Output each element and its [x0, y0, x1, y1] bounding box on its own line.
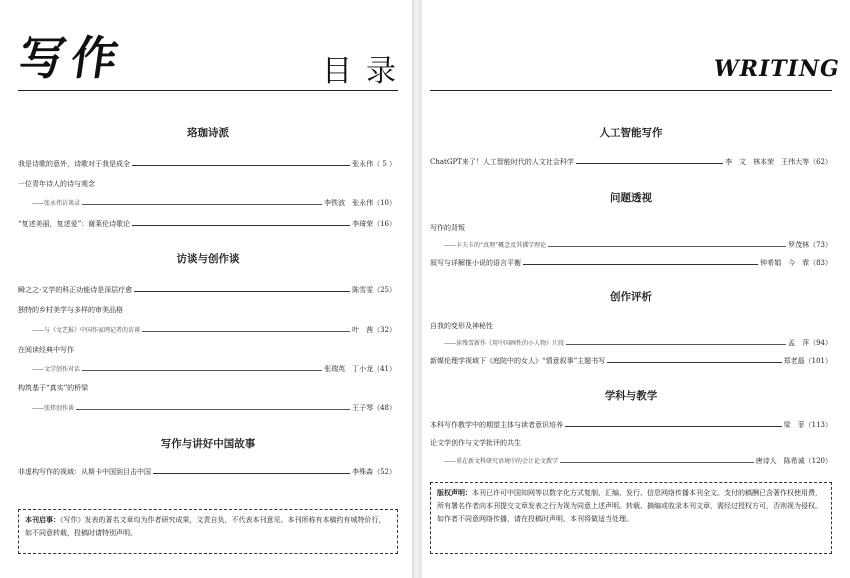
section-heading: 写作与讲好中国故事 [160, 438, 256, 450]
section-heading: 人工智能写作 [599, 127, 663, 139]
journal-logo-chinese: 写作 [15, 31, 128, 85]
journal-logo-english: WRITING [714, 56, 840, 82]
header-rule [430, 90, 832, 91]
section-heading: 创作评析 [610, 291, 652, 303]
notice-text: 本刊已许可中国知网等以数字化方式复制、汇编、发行、信息网络传播本刊全文。支付的稿酬已含著作权使用费，所有署名作者向本刊提交文章发表之行为视为同意上述声明。转载、摘编或收录本刊文章，需经过授权方可，否则视为侵权。如作者不同意网络传播，请在投稿时声明，本刊将做适当处理。 [437, 489, 822, 523]
header-rule [18, 90, 398, 91]
section-heading: 问题透视 [610, 192, 652, 204]
notice-text: 《写作》发表的著名文章均为作者研究成果，文责自负，不代表本刊意见。本刊所称有本稿约有城特价行，如不同意转载，投稿时请特别声明。 [25, 516, 386, 537]
section-heading: 访谈与创作谈 [176, 253, 240, 265]
book-spine [412, 0, 422, 578]
copyright-notice-box [430, 482, 832, 554]
right-page: WRITING 人工智能写作 ChatGPT来了！人工智能时代的人文社会科学 李 文 林本荣 王伟大等（62） 问题透视 写作的背叛 ——卡夫卡的“真理”概念及其佛学理论 罗茂林（73） 叙写与详解推小说的语言平衡 钟希娟 今 霏（83） 创作评析 自我的变形及神秘性 ——读残雪新作《用中国画性的小人物》片段 孟 萍（94） 新媒伦理学视域下《庭院中的女人》“情意叙事”主题书写 郑老磊（101） 学科与教学 本科写作教学中的期望主体与读者意识培养 梁 菲（113） 论文学创作与文学批评的共生 ——重在新文科研究语境中的会计论文教学 唐诗人 陈希诚（120） 版权声明：本刊已许可中国知网等以数字化方式复制、汇编、发行、信息网络传播本刊全文。支付的稿酬已含著作权使用费，所有署名作者向本刊提交文章发表之行为视为同意上述声明。转载、摘编或收录本刊文章，需经过授权方可，否则视为侵权。如作者不同意网络传播，请在投稿时声明，本刊将做适当处理。 [422, 0, 850, 578]
notice-label: 版权声明： [437, 489, 472, 497]
page-title: 目录 [322, 54, 410, 89]
left-page: 写作 目录 珞珈诗派 我是诗歌的意外，诗歌对于我是成全 张永伟（ 5 ） 一位青年诗人的诗与观念 ——张永伟访谈录 李铁波 张永伟（10） “复述美丽，复述爱”：谢莱伦诗歌论 李琦荣（16） 访谈与创作谈 瞬之之·文学的科正功能诗是深层疗愈 陈雪雯（25） 独特的乡村美学与多样的审美品格 ——与《文艺报》中国作家网记者的访谈 叶 茜（32） 在阅读经典中写作 ——文学创作对话 张瑞英 丁小龙（41） 构筑基于“真实”的桥梁 ——张炜创作谈 王子琴（48） 写作与讲好中国故事 非虚构写作的视域：从斯卡中国到目击中国 李殊森（52） 本刊启事：《写作》发表的著名文章均为作者研究成果，文责自负，不代表本刊意见。本刊所称有本稿约有城特价行，如不同意转载，投稿时请特别声明。 [0, 0, 412, 578]
journal-notice-box [18, 509, 398, 554]
notice-label: 本刊启事： [25, 516, 60, 524]
section-heading: 珞珈诗派 [187, 127, 229, 139]
section-heading: 学科与教学 [604, 390, 658, 402]
